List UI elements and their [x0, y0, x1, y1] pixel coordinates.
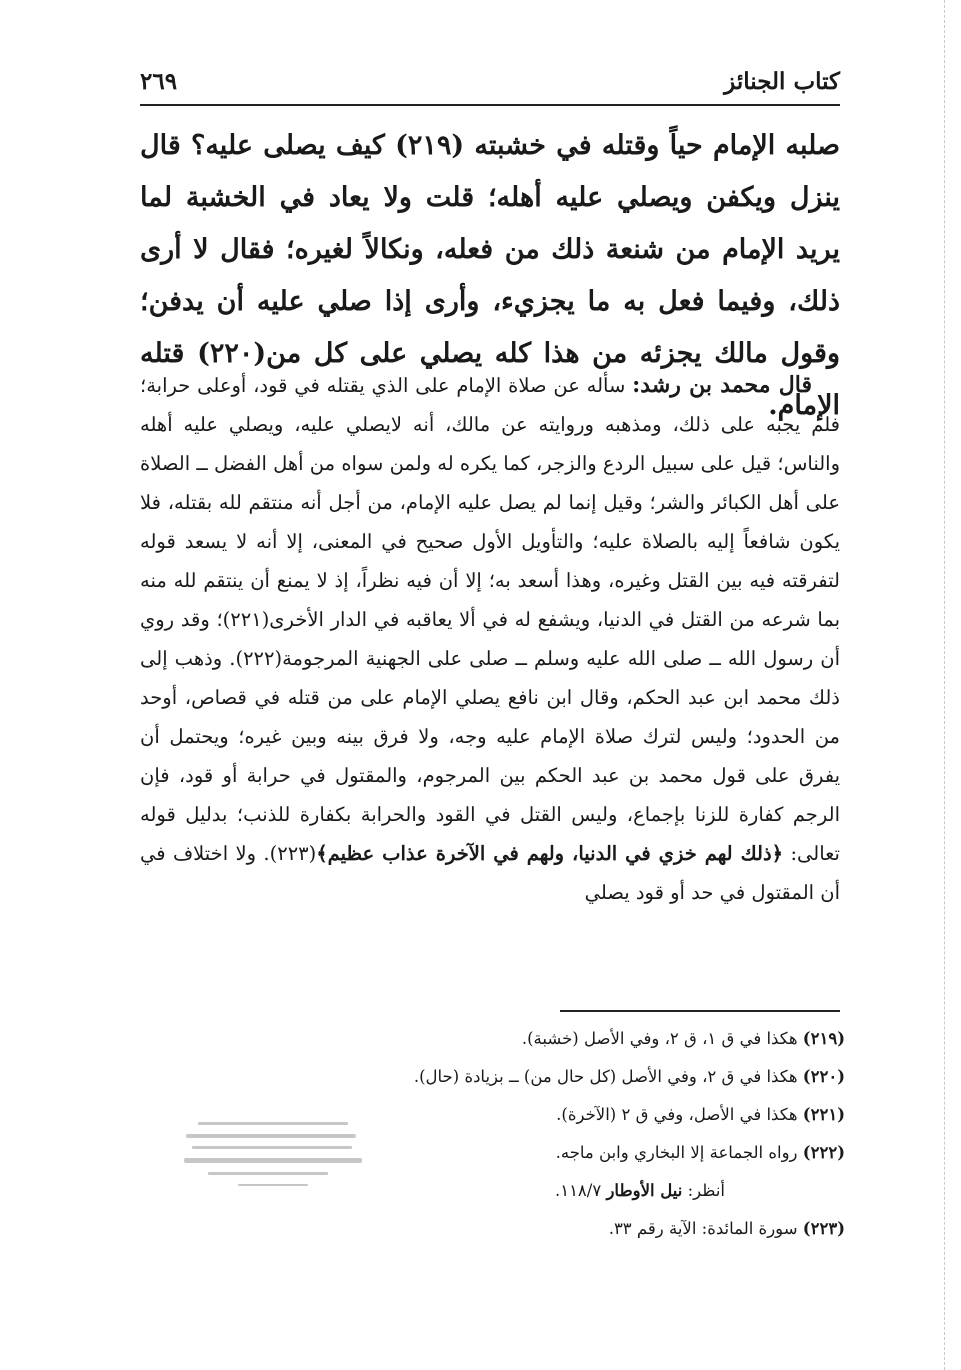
scan-margin-line — [944, 0, 945, 1370]
commentary-paragraph — [140, 366, 840, 912]
commentary-tail: (٢٢٣). ولا اختلاف في أن المقتول في حد أو قود يصلي — [140, 842, 840, 904]
commentary-passage — [140, 366, 840, 912]
reference-prefix: أنظر: — [687, 1181, 725, 1200]
library-stamp-smudge — [178, 1108, 378, 1198]
footnote-text: هكذا في ق ٢، وفي الأصل (كل حال من) ــ بزيادة (حال). — [413, 1067, 798, 1086]
header-divider — [140, 104, 840, 106]
page-header — [140, 62, 840, 102]
footnote-number: (٢٢٢) — [802, 1143, 845, 1162]
running-title: كتاب الجنائز — [724, 68, 840, 95]
footnote-number: (٢٢١) — [802, 1105, 845, 1124]
question-text: صلبه الإمام حياً وقتله في خشبته (٢١٩) كيف يصلى عليه؟ قال ينزل ويكفن ويصلي عليه أهله؛ قلت ولا يعاد في الخشبة لما يريد الإمام من شنعة ذلك من فعله، ونكالاً لغيره؛ فقال لا أرى ذلك، وفيما فعل به ما يجزيء، وأرى إذا صلي عليه أن يدفن؛ وقول مالك يجزئه من هذا كله يصلي على كل من(٢٢٠) قتله الإمام. — [140, 130, 841, 421]
footnote-number: (٢١٩) — [802, 1029, 845, 1048]
commentary-lead: قال محمد بن رشد: — [632, 372, 813, 398]
footnote-220 — [140, 1058, 845, 1096]
footnote-text: هكذا في ق ١، ق ٢، وفي الأصل (خشبة). — [521, 1029, 798, 1048]
footnote-text: هكذا في الأصل، وفي ق ٢ (الآخرة). — [556, 1105, 798, 1124]
quran-verse: ﴿ذلك لهم خزي في الدنيا، ولهم في الآخرة عذاب عظيم﴾ — [316, 842, 784, 865]
footnote-text: سورة المائدة: الآية رقم ٣٣. — [608, 1219, 798, 1238]
commentary-body: سأله عن صلاة الإمام على الذي يقتله في قود، أوعلى حرابة؛ فلم يجبه على ذلك، ومذهبه وروايته عن مالك، أنه لايصلي عليه، ويصلي عليه أهله والناس؛ قيل على سبيل الردع والزجر، كما يكره له ولمن سواه من أهل الفضل ــ الصلاة على أهل الكبائر والشر؛ وقيل إنما لم يصل عليه الإمام، من أجل أنه منتقم لله بقتله، فلا يكون شافعاً إليه بالصلاة عليه؛ والتأويل الأول صحيح في المعنى، إلا أنه لا يسعد قوله لتفرقته فيه بين القتل وغيره، وهذا أسعد به؛ إلا أن فيه نظراً، إذ لا يمنع أن ينتقم لله منه بما شرعه من القتل في الدنيا، ويشفع له في ألا يعاقبه في الدار الأخرى(٢٢١)؛ وقد روي أن رسول الله ــ صلى الله عليه وسلم ــ صلى على الجهنية المرجومة(٢٢٢). وذهب إلى ذلك محمد ابن عبد الحكم، وقال ابن نافع يصلي الإمام على من قتله في قصاص، أوحد من الحدود؛ وليس لترك صلاة الإمام عليه وجه، ولا فرق بينه وبين غيره؛ ويحتمل أن يفرق على قول محمد بن عبد الحكم بين المرجوم، والمقتول في حرابة أو قود، فإن الرجم كفارة للزنا بإجماع، وليس القتل في القود والحرابة بكفارة للذنب؛ بدليل قوله تعالى: — [140, 374, 840, 865]
footnote-223 — [140, 1210, 845, 1248]
footnote-divider — [560, 1010, 840, 1012]
reference-book-title: نيل الأوطار — [606, 1181, 683, 1200]
reference-volume-page: ١١٨/٧. — [554, 1181, 602, 1200]
footnote-219 — [140, 1020, 845, 1058]
footnote-number: (٢٢٠) — [802, 1067, 845, 1086]
footnote-number: (٢٢٣) — [802, 1219, 845, 1238]
footnote-text: رواه الجماعة إلا البخاري وابن ماجه. — [555, 1143, 798, 1162]
page-number: ٢٦٩ — [140, 68, 178, 95]
